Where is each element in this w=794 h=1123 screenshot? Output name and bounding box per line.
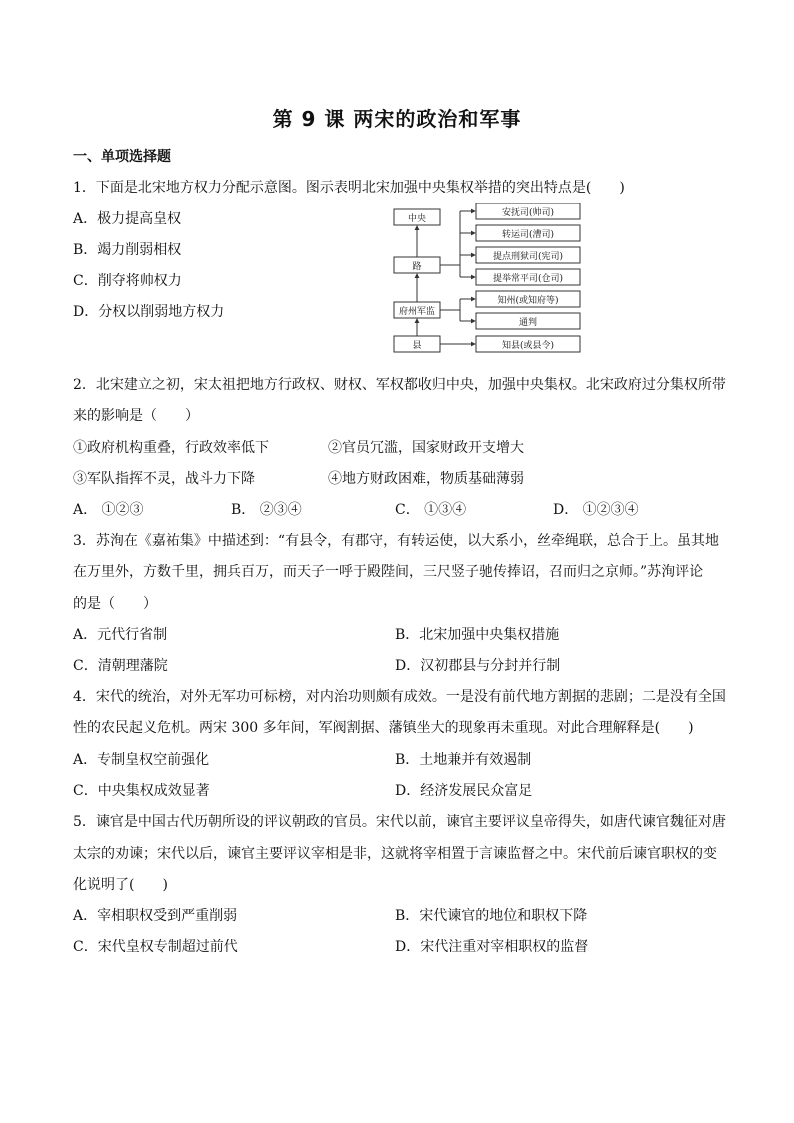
power-distribution-diagram (390, 203, 590, 355)
q3-option-c[interactable]: C．清朝理藩院 (73, 658, 168, 674)
q3-stem-line-1: 3．苏洵在《嘉祐集》中描述到：“有县令，有郡守，有转运使，以大系小，丝牵绳联，总合于上。虽其地 (73, 533, 720, 549)
diagram-box-zhixian: 知县(或县令) (501, 341, 555, 351)
q3-option-d[interactable]: D．汉初郡县与分封并行制 (395, 658, 561, 674)
q1-option-b[interactable]: B．竭力削弱相权 (73, 242, 182, 258)
q2-option-c[interactable]: C． ①③④ (395, 502, 467, 518)
q4-stem-line-2: 性的农民起义危机。两宋 300 多年间，军阀割据、藩镇坐大的现象再未重现。对此合理解释是( ) (73, 720, 694, 736)
q5-option-b[interactable]: B．宋代谏官的地位和职权下降 (395, 908, 588, 924)
q1-option-d[interactable]: D．分权以削弱地方权力 (73, 304, 225, 320)
q2-item-4: ④地方财政困难，物质基础薄弱 (328, 471, 524, 487)
q5-stem-line-3: 化说明了( ) (73, 877, 168, 893)
diagram-box-zhizhou: 知州(或知府等) (497, 296, 559, 306)
q2-item-1: ①政府机构重叠，行政效率低下 (73, 440, 269, 456)
diagram-box-anfu: 安抚司(帅司) (501, 208, 555, 218)
q1-stem: 1．下面是北宋地方权力分配示意图。图示表明北宋加强中央集权举措的突出特点是( ) (73, 180, 625, 196)
q3-stem-line-2: 在万里外，方数千里，拥兵百万，而天子一呼于殿陛间，三尺竖子驰传捧诏，召而归之京师。”苏洵评论 (73, 564, 704, 580)
diagram-box-zhuanyun: 转运司(漕司) (501, 230, 555, 240)
q2-item-2: ②官员冗滥，国家财政开支增大 (328, 440, 524, 456)
q2-option-a[interactable]: A． ①②③ (73, 502, 144, 518)
diagram-box-county: 县 (412, 341, 422, 351)
q5-option-c[interactable]: C．宋代皇权专制超过前代 (73, 939, 238, 955)
q3-stem-line-3: 的是（ ） (73, 596, 157, 612)
diagram-box-tidian: 提点刑狱司(宪司) (492, 252, 564, 262)
q4-stem-line-1: 4．宋代的统治，对外无军功可标榜，对内治功则颇有成效。一是没有前代地方割据的悲剧；二是没有全国 (73, 689, 726, 705)
diagram-box-tiju: 提举常平司(仓司) (492, 274, 564, 284)
diagram-box-lu: 路 (412, 262, 422, 272)
q2-item-3: ③军队指挥不灵，战斗力下降 (73, 471, 255, 487)
q4-option-a[interactable]: A．专制皇权空前强化 (73, 752, 210, 768)
q5-stem-line-1: 5．谏官是中国古代历朝所设的评议朝政的官员。宋代以前，谏官主要评议皇帝得失，如唐代谏官魏征对唐 (73, 814, 726, 830)
q4-option-d[interactable]: D．经济发展民众富足 (395, 783, 533, 799)
q5-stem-line-2: 太宗的劝谏；宋代以后，谏官主要评议宰相是非，这就将宰相置于言谏监督之中。宋代前后谏官职权的变 (73, 846, 717, 862)
q2-option-b[interactable]: B． ②③④ (231, 502, 302, 518)
section-heading: 一、单项选择题 (73, 149, 171, 165)
page-title: 第 9 课 两宋的政治和军事 (272, 107, 522, 131)
q5-option-d[interactable]: D．宋代注重对宰相职权的监督 (395, 939, 589, 955)
diagram-box-tongpan: 通判 (518, 318, 538, 328)
q1-option-a[interactable]: A．极力提高皇权 (73, 211, 182, 227)
q4-option-c[interactable]: C．中央集权成效显著 (73, 783, 210, 799)
q5-option-a[interactable]: A．宰相职权受到严重削弱 (73, 908, 238, 924)
q3-option-b[interactable]: B．北宋加强中央集权措施 (395, 627, 560, 643)
q2-stem-line-2: 来的影响是（ ） (73, 408, 199, 424)
q2-option-d[interactable]: D． ①②③④ (553, 502, 639, 518)
q1-option-c[interactable]: C．削夺将帅权力 (73, 273, 182, 289)
q2-stem-line-1: 2．北宋建立之初，宋太祖把地方行政权、财权、军权都收归中央，加强中央集权。北宋政府过分集权所带 (73, 377, 726, 393)
q4-option-b[interactable]: B．土地兼并有效遏制 (395, 752, 532, 768)
diagram-box-central: 中央 (407, 214, 427, 224)
diagram-box-fuzhou: 府州军监 (398, 307, 436, 317)
q3-option-a[interactable]: A．元代行省制 (73, 627, 168, 643)
